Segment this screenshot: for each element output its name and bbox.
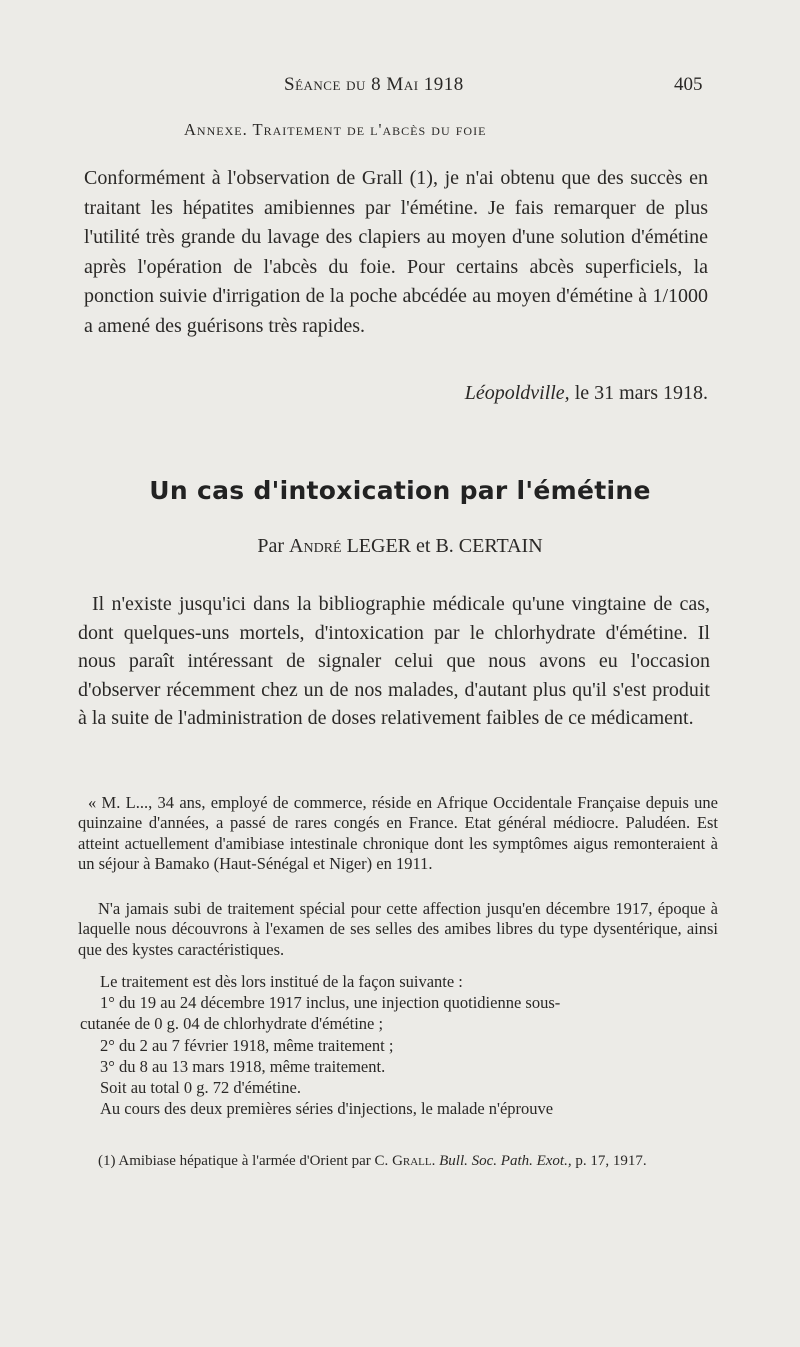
treatment-list <box>80 971 720 1119</box>
byline-first-name: André <box>289 535 342 557</box>
treatment-line: 3° du 8 au 13 mars 1918, même traitement. <box>100 1056 386 1076</box>
treatment-line: Le traitement est dès lors institué de la façon suivante : <box>100 972 463 991</box>
footnote <box>80 1149 720 1174</box>
signature-date: le 31 mars 1918. <box>574 382 708 404</box>
annex-paragraph: Conformément à l'observation de Grall (1), je n'ai obtenu que des succès en traitant les hépatites amibiennes par l'émétine. Je fais remarquer de plus l'utilité très grande du lavage des clapiers au moyen d'une solution d'émétine après l'opération de l'abcès du foie. Pour certains abcès superficiels, la ponction suivie d'irrigation de la poche abcédée au moyen d'émétine à 1/1000 a amené des guérisons très rapides. <box>84 167 708 337</box>
article-title: Un cas d'intoxication par l'émétine <box>149 476 651 505</box>
treatment-line: 1° du 19 au 24 décembre 1917 inclus, une injection quotidienne sous- <box>100 993 561 1013</box>
treatment-line: cutanée de 0 g. 04 de chlorhydrate d'émétine ; <box>80 1014 384 1034</box>
running-title: Séance du 8 Mai 1918 <box>284 74 464 95</box>
observation-paragraph-2: N'a jamais subi de traitement spécial pour cette affection jusqu'en décembre 1917, époque à laquelle nous découvrons à l'examen de ses selles des amibes libres du type dysentérique, ainsi que des kystes caractéristiques. <box>78 899 718 959</box>
treatment-line: Au cours des deux premières séries d'injections, le malade n'éprouve <box>100 1099 554 1119</box>
annex-signature <box>0 382 708 405</box>
byline-authors: LEGER et B. CERTAIN <box>346 535 543 557</box>
footnote-prefix: (1) Amibiase hépatique à l'armée d'Orient par C. <box>98 1153 389 1169</box>
treatment-line: Soit au total 0 g. 72 d'émétine. <box>100 1078 301 1098</box>
footnote-journal: Bull. Soc. Path. Exot., <box>439 1153 572 1169</box>
article-byline <box>0 535 800 558</box>
observation-paragraph-1: « M. L..., 34 ans, employé de commerce, réside en Afrique Occidentale Française depuis une quinzaine d'années, a passé de rares congés en France. Etat général médiocre. Paludéen. Est atteint actuellement d'amibiase intestinale chronique dont les symptômes aigus remonteraient à un séjour à Bamako (Haut-Sénégal et Niger) en 1911. <box>78 793 718 873</box>
article-intro: Il n'existe jusqu'ici dans la bibliographie médicale qu'une vingtaine de cas, dont quelques-uns mortels, d'intoxication par le chlorhydrate d'émétine. Il nous paraît intéressant de signaler celui que nous avons eu l'occasion d'observer récemment chez un de nos malades, d'autant plus qu'il s'est produit à la suite de l'administration de doses relativement faibles de ce médicament. <box>78 593 710 730</box>
running-head <box>0 74 800 98</box>
footnote-rest: p. 17, 1917. <box>575 1153 647 1169</box>
annex-title: Annexe. Traitement de l'abcès du foie <box>184 120 487 139</box>
signature-place: Léopoldville, <box>464 382 570 404</box>
byline-prefix: Par <box>257 535 285 557</box>
treatment-line: 2° du 2 au 7 février 1918, même traitement ; <box>100 1035 394 1055</box>
footnote-author: Grall. <box>392 1153 436 1169</box>
page-number: 405 <box>674 74 703 95</box>
